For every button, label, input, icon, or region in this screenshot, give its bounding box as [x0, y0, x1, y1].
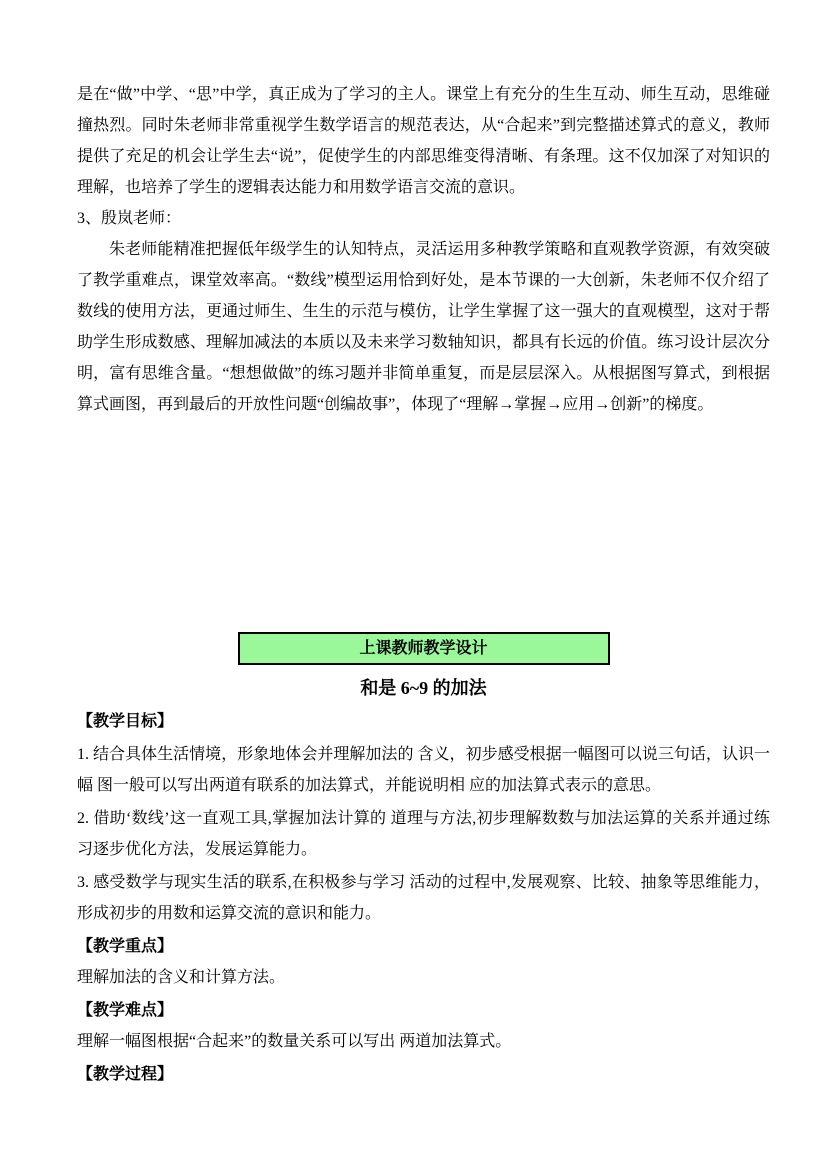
key-points-body: 理解加法的含义和计算方法。: [77, 969, 286, 986]
process-heading: 【教学过程】: [77, 1066, 174, 1083]
difficulties-heading: 【教学难点】: [77, 1002, 174, 1019]
reviewer-heading: 3、殷岚老师：: [77, 210, 182, 227]
objectives-heading: 【教学目标】: [77, 713, 174, 730]
review-paragraph-continued: 是在“做”中学、“思”中学，真正成为了学习的主人。课堂上有充分的生生互动、师生互动，思维碰撞热烈。同时朱老师非常重视学生数学语言的规范表达，从“合起来”到完整描述算式的意义，教师提供了充足的机会让学生去“说”，促使学生的内部思维变得清晰、有条理。这不仅加深了对知识的理解，也培养了学生的逻辑表达能力和用数学语言交流的意识。: [77, 86, 770, 196]
key-points-heading: 【教学重点】: [77, 938, 174, 955]
review-comments-section: [77, 79, 770, 420]
difficulties-body: 理解一幅图根据“合起来”的数量关系可以写出 两道加法算式。: [77, 1033, 512, 1050]
objective-item-1: 1. 结合具体生活情境，形象地体会并理解加法的 含义，初步感受根据一幅图可以说三句话，认识一幅 图一般可以写出两道有联系的加法算式，并能说明相 应的加法算式表示的意思。: [77, 746, 770, 794]
lesson-title: 和是 6~9 的加法: [360, 678, 487, 698]
lesson-plan-banner: 上课教师教学设计: [238, 632, 610, 665]
objective-item-3: 3. 感受数学与现实生活的联系,在积极参与学习 活动的过程中,发展观察、比较、抽象等思维能力， 形成初步的用数和运算交流的意识和能力。: [77, 874, 770, 922]
reviewer-comment-paragraph: 朱老师能精准把握低年级学生的认知特点，灵活运用多种教学策略和直观教学资源，有效突破了教学重难点，课堂效率高。“数线”模型运用恰到好处，是本节课的一大创新，朱老师不仅介绍了数线的使用方法，更通过师生、生生的示范与模仿，让学生掌握了这一强大的直观模型，这对于帮助学生形成数感、理解加减法的本质以及未来学习数轴知识，都具有长远的价值。练习设计层次分明，富有思维含量。“想想做做”的练习题并非简单重复，而是层层深入。从根据图写算式，到根据算式画图，再到最后的开放性问题“创编故事”，体现了“理解→掌握→应用→创新”的梯度。: [77, 241, 770, 413]
lesson-plan-section: [77, 632, 770, 1090]
objective-item-2: 2. 借助‘数线’这一直观工具,掌握加法计算的 道理与方法,初步理解数数与加法运算的关系并通过练习逐步优化方法，发展运算能力。: [77, 810, 770, 858]
